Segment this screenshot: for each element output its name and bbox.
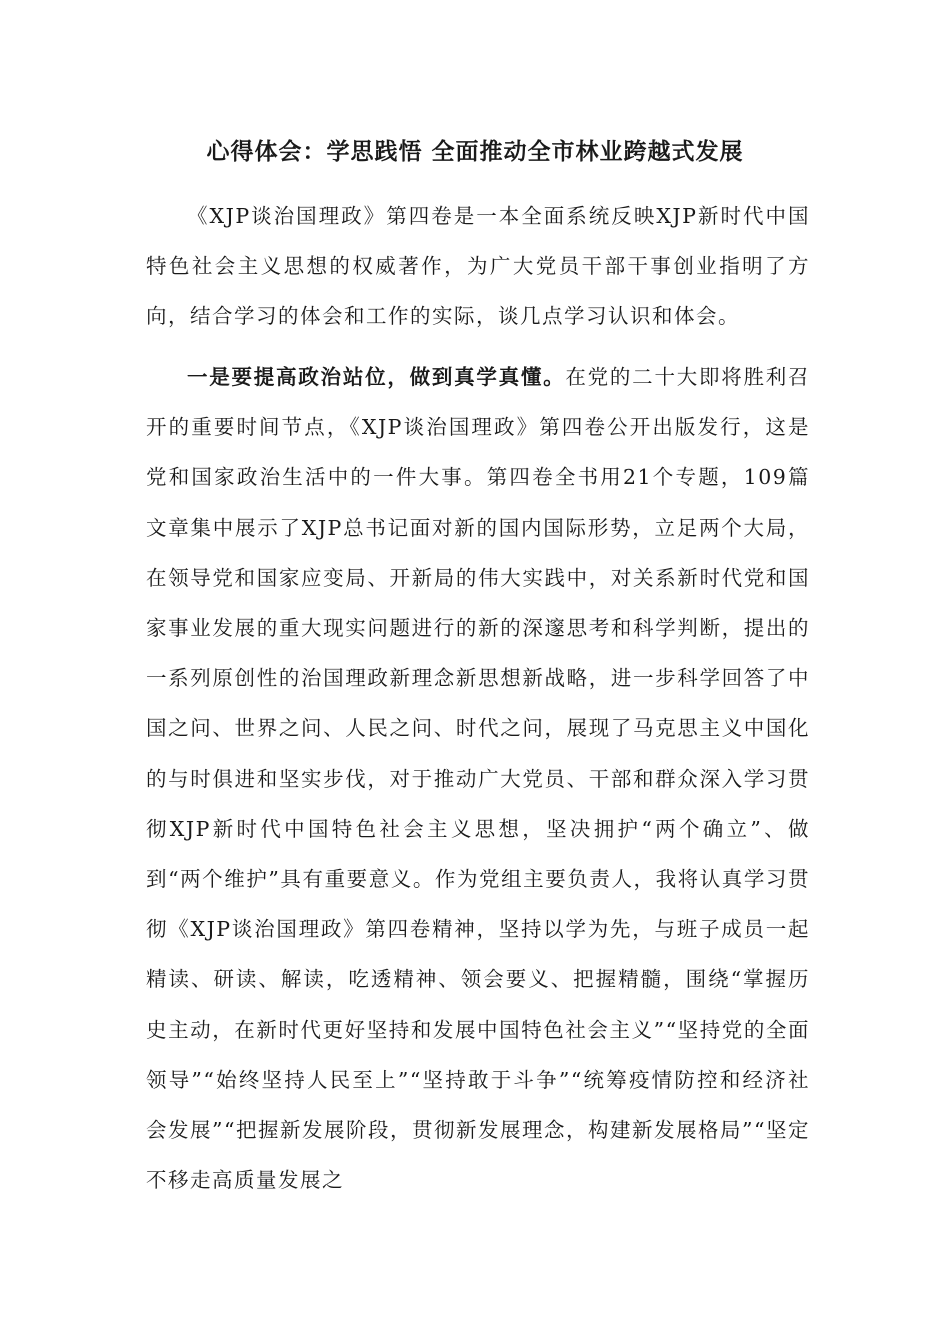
paragraph-point-one [146,352,810,1205]
paragraph-point-one-text: 在党的二十大即将胜利召开的重要时间节点，《XJP谈治国理政》第四卷公开出版发行，这是党和国家政治生活中的一件大事。第四卷全书用21个专题，109篇文章集中展示了XJP总书记面对新的国内国际形势，立足两个大局，在领导党和国家应变局、开新局的伟大实践中，对关系新时代党和国家事业发展的重大现实问题进行的新的深邃思考和科学判断，提出的一系列原创性的治国理政新理念新思想新战略，进一步科学回答了中国之问、世界之问、人民之问、时代之问，展现了马克思主义中国化的与时俱进和坚实步伐，对于推动广大党员、干部和群众深入学习贯彻XJP新时代中国特色社会主义思想，坚决拥护“两个确立”、做到“两个维护”具有重要意义。作为党组主要负责人，我将认真学习贯彻《XJP谈治国理政》第四卷精神，坚持以学为先，与班子成员一起精读、研读、解读，吃透精神、领会要义、把握精髓，围绕“掌握历史主动，在新时代更好坚持和发展中国特色社会主义”“坚持党的全面领导”“始终坚持人民至上”“坚持敢于斗争”“统筹疫情防控和经济社会发展”“把握新发展阶段，贯彻新发展理念，构建新发展格局”“坚定不移走高质量发展之 [146,365,810,1193]
document-title: 心得体会：学思践悟 全面推动全市林业跨越式发展 [206,139,744,165]
paragraph-point-one-lead: 一是要提高政治站位，做到真学真懂。 [187,365,566,389]
paragraph-intro-text: 《XJP谈治国理政》第四卷是一本全面系统反映XJP新时代中国特色社会主义思想的权威著作，为广大党员干部干事创业指明了方向，结合学习的体会和工作的实际，谈几点学习认识和体会。 [146,204,810,329]
paragraph-intro [146,191,810,342]
